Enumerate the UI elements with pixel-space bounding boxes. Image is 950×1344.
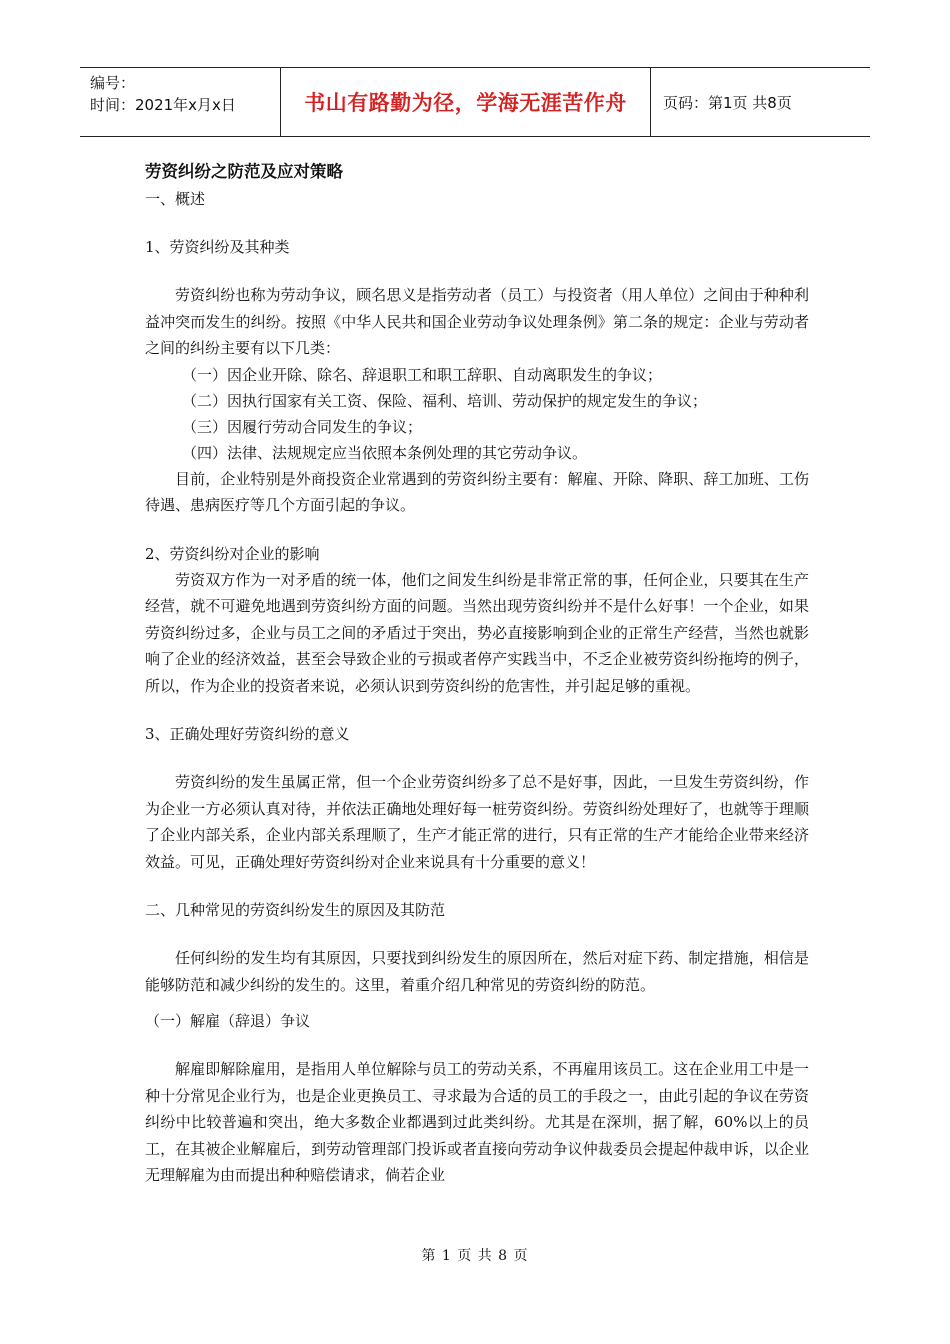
paragraph: 劳资双方作为一对矛盾的统一体，他们之间发生纠纷是非常正常的事，任何企业，只要其在生产经营，就不可避免地遇到劳资纠纷方面的问题。当然出现劳资纠纷并不是什么好事！一个企业，如果劳资纠纷过多，企业与员工之间的矛盾过于突出，势必直接影响到企业的正常生产经营，当然也就影响了企业的经济效益，甚至会导致企业的亏损或者停产实践当中，不乏企业被劳资纠纷拖垮的例子，所以，作为企业的投资者来说，必须认识到劳资纠纷的危害性，并引起足够的重视。 <box>145 570 809 695</box>
paragraph: 任何纠纷的发生均有其原因，只要找到纠纷发生的原因所在，然后对症下药、制定措施，相信是能够防范和减少纠纷的发生的。这里，着重介绍几种常见的劳资纠纷的防范。 <box>145 949 809 994</box>
page-header <box>80 67 870 137</box>
subsection-heading: 1、劳资纠纷及其种类 <box>145 238 290 256</box>
document-number-label: 编号： <box>90 74 136 92</box>
subsection-heading: 3、正确处理好劳资纠纷的意义 <box>145 725 350 743</box>
document-body <box>145 158 809 1189</box>
document-title: 劳资纠纷之防范及应对策略 <box>145 162 343 181</box>
header-meta <box>80 68 280 136</box>
paragraph: 劳资纠纷也称为劳动争议，顾名思义是指劳动者（员工）与投资者（用人单位）之间由于种种利益冲突而发生的纠纷。按照《中华人民共和国企业劳动争议处理条例》第二条的规定：企业与劳动者之间的纠纷主要有以下几类： <box>145 286 809 357</box>
list-item: （一）因企业开除、除名、辞退职工和职工辞职、自动离职发生的争议； <box>182 365 663 384</box>
document-time-label: 时间：2021年x月x日 <box>90 96 236 114</box>
subsection-heading: （一）解雇（辞退）争议 <box>145 1012 311 1030</box>
paragraph: 目前，企业特别是外商投资企业常遇到的劳资纠纷主要有：解雇、开除、降职、辞工加班、工伤待遇、患病医疗等几个方面引起的争议。 <box>145 469 809 514</box>
page-footer: 第 1 页 共 8 页 <box>421 1248 529 1264</box>
section-heading: 一、概述 <box>145 190 206 208</box>
header-motto-cell <box>280 68 651 136</box>
section-heading: 二、几种常见的劳资纠纷发生的原因及其防范 <box>145 901 446 919</box>
paragraph: 劳资纠纷的发生虽属正常，但一个企业劳资纠纷多了总不是好事，因此，一旦发生劳资纠纷，作为企业一方必须认真对待，并依法正确地处理好每一桩劳资纠纷。劳资纠纷处理好了，也就等于理顺了企业内部关系，企业内部关系理顺了，生产才能正常的进行，只有正常的生产才能给企业带来经济效益。可见，正确处理好劳资纠纷对企业来说具有十分重要的意义！ <box>145 773 809 871</box>
list-item: （二）因执行国家有关工资、保险、福利、培训、劳动保护的规定发生的争议； <box>182 391 708 410</box>
paragraph: 解雇即解除雇用，是指用人单位解除与员工的劳动关系，不再雇用该员工。这在企业用工中是一种十分常见企业行为，也是企业更换员工、寻求最为合适的员工的手段之一，由此引起的争议在劳资纠纷中比较普遍和突出，绝大多数企业都遇到过此类纠纷。尤其是在深圳，据了解，60%以上的员工，在其被企业解雇后，到劳动管理部门投诉或者直接向劳动争议仲裁委员会提起仲裁申诉，以企业无理解雇为由而提出种种赔偿请求，倘若企业 <box>145 1060 809 1184</box>
subsection-heading: 2、劳资纠纷对企业的影响 <box>145 544 320 563</box>
header-page-info: 页码：第1页 共8页 <box>663 93 792 112</box>
header-motto: 书山有路勤为径，学海无涯苦作舟 <box>304 91 627 115</box>
list-item: （三）因履行劳动合同发生的争议； <box>182 417 423 436</box>
list-item: （四）法律、法规规定应当依照本条例处理的其它劳动争议。 <box>182 443 588 462</box>
